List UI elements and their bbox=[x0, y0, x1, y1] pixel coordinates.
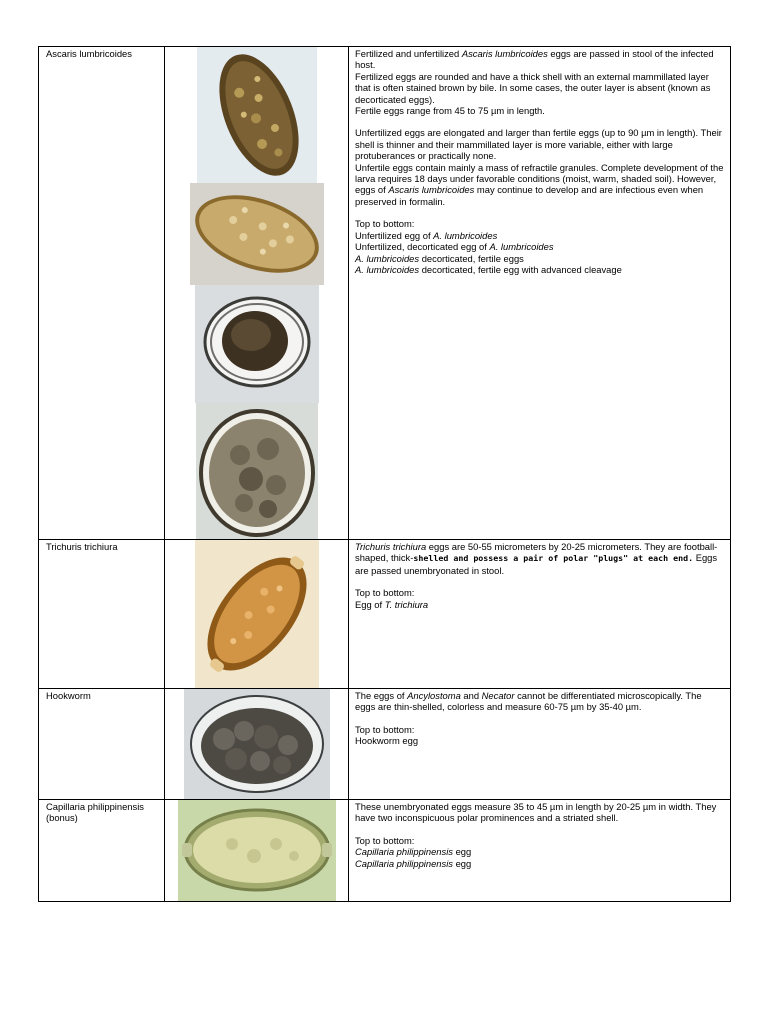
top-to-bottom-label: Top to bottom: bbox=[355, 587, 415, 599]
text-run: may continue to develop and are infectious even when preserved in formalin. bbox=[355, 184, 704, 207]
description-text bbox=[355, 162, 724, 208]
caption-line bbox=[355, 230, 724, 241]
species-name: Ascaris lumbricoides bbox=[46, 48, 132, 59]
text-run: Unfertilized, decorticated egg of bbox=[355, 241, 490, 253]
text-run: Eggs are passed unembryonated in stool. bbox=[355, 552, 718, 576]
text-run: Capillaria philippinensis bbox=[355, 857, 453, 869]
text-run: T. trichiura bbox=[384, 598, 429, 610]
trichuris-egg-image bbox=[195, 540, 319, 688]
top-to-bottom-label: Top to bottom: bbox=[355, 218, 415, 230]
text-run: eggs are 50-55 micrometers by 20-25 micrometers. They are football-shaped, thick- bbox=[355, 541, 718, 564]
text-run: Ascaris lumbricoides bbox=[461, 48, 548, 59]
hookworm-egg-image bbox=[184, 689, 330, 799]
species-name: Capillaria philippinensis (bonus) bbox=[46, 801, 144, 823]
text-run: decorticated, fertile egg with advanced cleavage bbox=[419, 263, 622, 275]
text-run: Fertilized and unfertilized bbox=[355, 48, 462, 59]
text-run: A. lumbricoides bbox=[433, 229, 498, 241]
description-text bbox=[355, 541, 724, 576]
caption-line bbox=[355, 241, 724, 252]
top-to-bottom-label: Top to bottom: bbox=[355, 834, 415, 846]
text-run: Necator bbox=[481, 690, 515, 701]
text-run: Unfertilized egg of bbox=[355, 229, 434, 241]
caption-line: Hookworm egg bbox=[355, 735, 419, 747]
image-cell bbox=[165, 47, 349, 540]
text-run: and bbox=[460, 690, 482, 701]
species-name-cell bbox=[39, 47, 165, 540]
top-to-bottom-label: Top to bottom: bbox=[355, 723, 415, 735]
image-cell bbox=[165, 540, 349, 689]
text-run: shelled and possess a pair of polar "plugs" at each end. bbox=[413, 553, 694, 564]
text-run: Trichuris trichiura bbox=[355, 541, 427, 552]
text-run: A. lumbricoides bbox=[355, 252, 420, 264]
ascaris-fertile-egg-advanced-cleavage-image bbox=[196, 403, 318, 539]
text-run: The eggs of bbox=[355, 690, 408, 701]
text-run: eggs are passed in stool of the infected host. bbox=[355, 48, 714, 71]
ascaris-unfertilized-egg-image bbox=[197, 47, 317, 183]
table-row-ascaris bbox=[39, 47, 731, 540]
text-run: decorticated, fertile eggs bbox=[419, 252, 524, 264]
table-row-hookworm bbox=[39, 689, 731, 800]
description-text: Fertile eggs range from 45 to 75 µm in length. bbox=[355, 105, 545, 117]
description-cell bbox=[349, 800, 731, 902]
capillaria-egg-image bbox=[178, 800, 336, 901]
species-name-cell bbox=[39, 540, 165, 689]
image-cell bbox=[165, 800, 349, 902]
description-cell bbox=[349, 540, 731, 689]
ascaris-decorticated-unfertilized-egg-image bbox=[190, 183, 324, 285]
caption-line bbox=[355, 846, 724, 857]
caption-line bbox=[355, 599, 724, 610]
table-row-capillaria bbox=[39, 800, 731, 902]
description-text: Fertilized eggs are rounded and have a thick shell with an external mammillated layer that is often stained brown by bile. In some cases, the outer layer is absent (known as decorticated eggs). bbox=[355, 70, 711, 105]
text-run: egg bbox=[452, 846, 472, 858]
species-name-cell bbox=[39, 800, 165, 902]
ascaris-decorticated-fertile-egg-image bbox=[195, 285, 319, 403]
image-cell bbox=[165, 689, 349, 800]
caption-line bbox=[355, 264, 724, 275]
text-run: Capillaria philippinensis bbox=[355, 846, 453, 858]
description-text bbox=[355, 690, 724, 713]
description-text: These unembryonated eggs measure 35 to 45 µm in length by 20-25 µm in width. They have two inconspicuous polar prominences and a striated shell. bbox=[355, 801, 717, 824]
caption-line bbox=[355, 253, 724, 264]
species-name: Trichuris trichiura bbox=[46, 541, 118, 552]
description-text: Unfertilized eggs are elongated and larger than fertile eggs (up to 90 µm in length). Their shell is thinner and their mammillated layer is more variable, either with large protuberances or practically none. bbox=[355, 127, 722, 162]
table-row-trichuris bbox=[39, 540, 731, 689]
text-run: Unfertile eggs contain mainly a mass of refractile granules. Complete development of the larva requires 18 days under favorable conditions (moist, warm, shaded soil). However, eggs of bbox=[355, 161, 724, 196]
description-cell bbox=[349, 47, 731, 540]
description-text bbox=[355, 48, 724, 71]
text-run: A. lumbricoides bbox=[355, 263, 420, 275]
text-run: Ascaris lumbricoides bbox=[388, 184, 475, 196]
text-run: Egg of bbox=[355, 598, 385, 610]
description-cell bbox=[349, 689, 731, 800]
species-name-cell bbox=[39, 689, 165, 800]
text-run: Ancylostoma bbox=[407, 690, 461, 701]
species-name: Hookworm bbox=[46, 690, 91, 701]
text-run: A. lumbricoides bbox=[489, 241, 554, 253]
caption-line bbox=[355, 858, 724, 869]
text-run: cannot be differentiated microscopically. The eggs are thin-shelled, colorless and measure 60-75 µm by 35-40 µm. bbox=[355, 690, 702, 713]
text-run: egg bbox=[452, 857, 472, 869]
parasite-eggs-table bbox=[38, 46, 731, 902]
